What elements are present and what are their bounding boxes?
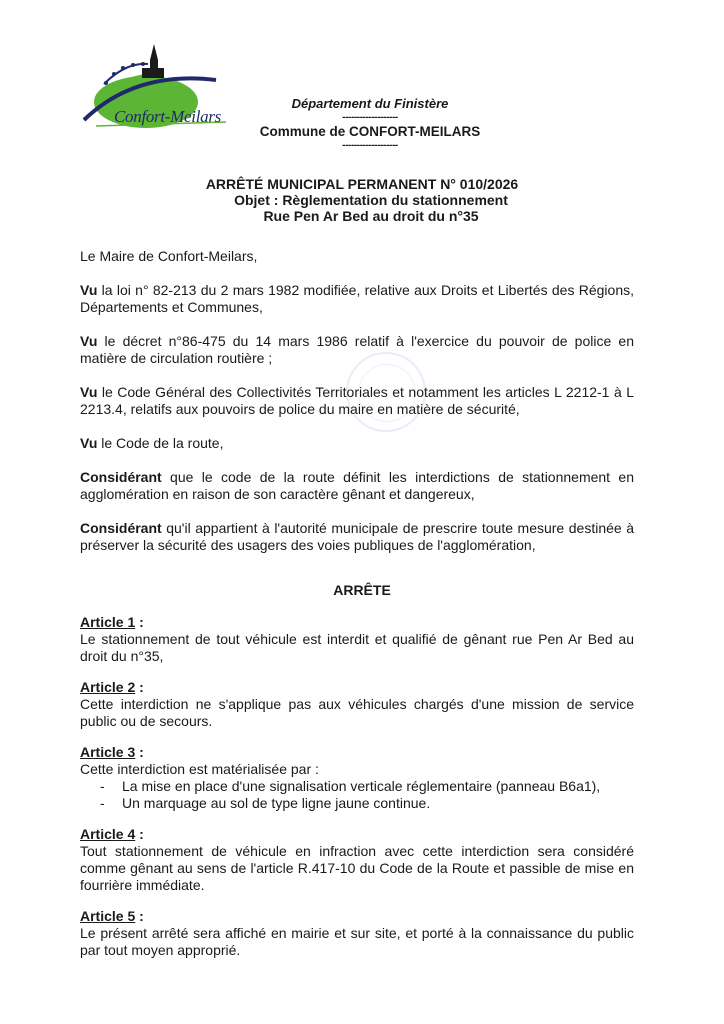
article-text: Le stationnement de tout véhicule est interdit et qualifié de gênant rue Pen Ar Bed au droit du n°35, xyxy=(80,631,634,664)
preamble-item xyxy=(80,469,634,503)
decision-heading: ARRÊTE xyxy=(333,582,391,598)
article-label: Article 1 xyxy=(80,614,136,630)
preamble-lead: Vu xyxy=(80,333,98,349)
articles xyxy=(80,614,634,973)
article-heading xyxy=(80,826,634,843)
article-2 xyxy=(80,679,634,730)
article-text: Cette interdiction est matérialisée par : xyxy=(80,761,319,777)
list-item-text: Un marquage au sol de type ligne jaune continue. xyxy=(122,795,431,811)
article-3 xyxy=(80,744,634,812)
bullet-dash-icon: - xyxy=(100,778,105,794)
municipal-logo xyxy=(76,40,236,132)
preamble-text: la loi n° 82-213 du 2 mars 1982 modifiée, relative aux Droits et Libertés des Régions, Départements et Communes, xyxy=(80,282,634,315)
decree-location: Rue Pen Ar Bed au droit du n°35 xyxy=(263,208,479,224)
preamble-item xyxy=(80,333,634,367)
preamble-lead: Considérant xyxy=(80,469,162,485)
preamble-text: que le code de la route définit les interdictions de stationnement en agglomération en raison de son caractère gênant et dangereux, xyxy=(80,469,634,502)
preamble-item xyxy=(80,384,634,418)
article-label: Article 4 xyxy=(80,826,136,842)
preamble-text: le décret n°86-475 du 14 mars 1986 relatif à l'exercice du pouvoir de police en matière de circulation routière ; xyxy=(80,333,634,366)
article-colon: : xyxy=(135,826,144,842)
article-4 xyxy=(80,826,634,894)
article-colon: : xyxy=(135,614,144,630)
article-5 xyxy=(80,908,634,959)
header-separator-2: ------------------- xyxy=(342,140,398,151)
article-colon: : xyxy=(135,908,144,924)
preamble-text: le Code de la route, xyxy=(97,435,224,451)
preamble-text: qu'il appartient à l'autorité municipale de prescrire toute mesure destinée à préserver la sécurité des usagers des voies publiques de l'agglomération, xyxy=(80,520,634,553)
document-header xyxy=(240,96,500,151)
article-1 xyxy=(80,614,634,665)
preamble-item xyxy=(80,520,634,554)
commune-name: Commune de CONFORT-MEILARS xyxy=(259,124,481,139)
article-colon: : xyxy=(135,679,144,695)
decree-number: ARRÊTÉ MUNICIPAL PERMANENT N° 010/2026 xyxy=(205,176,519,192)
preamble xyxy=(80,248,634,554)
article-label: Article 5 xyxy=(80,908,136,924)
header-separator: ------------------- xyxy=(342,112,398,123)
preamble-text: le Code Général des Collectivités Territoriales et notamment les articles L 2212-1 à L 2213.4, relatifs aux pouvoirs de police du maire en matière de sécurité, xyxy=(80,384,634,417)
preamble-lead: Vu xyxy=(80,384,98,400)
article-text: Le présent arrêté sera affiché en mairie et sur site, et porté à la connaissance du public par tout moyen approprié. xyxy=(80,925,634,958)
article-heading xyxy=(80,744,634,761)
list-item-text: La mise en place d'une signalisation verticale réglementaire (panneau B6a1), xyxy=(122,778,601,794)
preamble-intro: Le Maire de Confort-Meilars, xyxy=(80,248,258,264)
article-label: Article 3 xyxy=(80,744,136,760)
article-colon: : xyxy=(135,744,144,760)
preamble-item xyxy=(80,435,634,452)
list-item xyxy=(80,778,634,795)
logo-text: Confort-Meilars xyxy=(114,107,221,126)
preamble-lead: Vu xyxy=(80,435,98,451)
department-name: Département du Finistère xyxy=(291,96,449,111)
article-heading xyxy=(80,679,634,696)
article-text: Cette interdiction ne s'applique pas aux véhicules chargés d'une mission de service public ou de secours. xyxy=(80,696,634,729)
decree-title xyxy=(0,176,724,224)
preamble-lead: Considérant xyxy=(80,520,162,536)
preamble-item xyxy=(80,282,634,316)
preamble-lead: Vu xyxy=(80,282,98,298)
article-heading xyxy=(80,908,634,925)
decree-subject: Objet : Règlementation du stationnement xyxy=(234,192,508,208)
article-text: Tout stationnement de véhicule en infraction avec cette interdiction sera considéré comme gênant au sens de l'article R.417-10 du Code de la Route et passible de mise en fourrière immédiate. xyxy=(80,843,634,893)
article-label: Article 2 xyxy=(80,679,136,695)
article-heading xyxy=(80,614,634,631)
list-item xyxy=(80,795,634,812)
bullet-dash-icon: - xyxy=(100,795,105,811)
